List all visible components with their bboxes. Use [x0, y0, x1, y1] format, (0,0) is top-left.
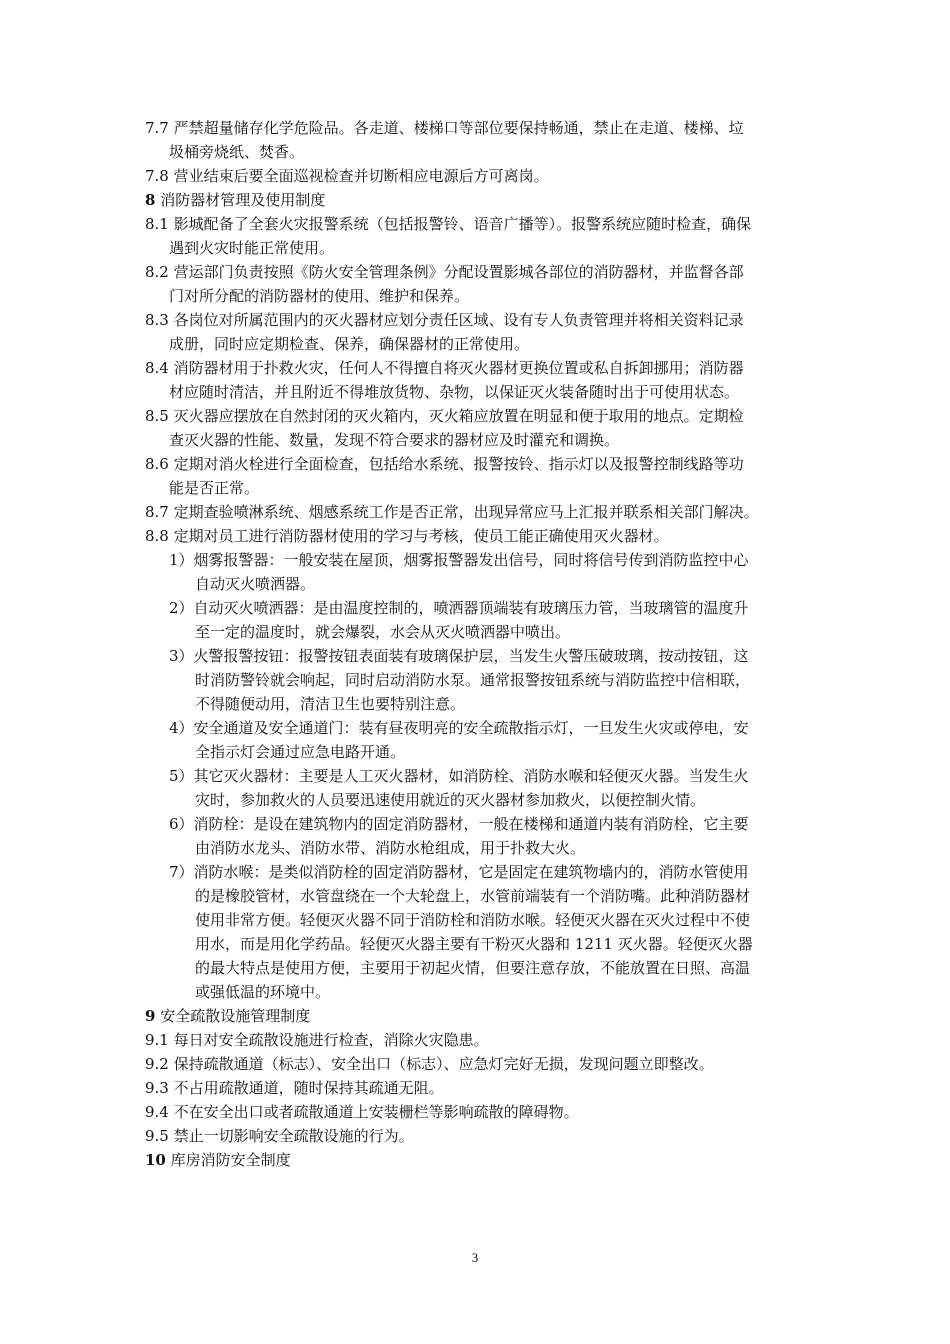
text-line: 8.2 营运部门负责按照《防火安全管理条例》分配设置影城各部位的消防器材，并监督各部 — [145, 263, 744, 281]
text-line: 至一定的温度时，就会爆裂，水会从灭火喷洒器中喷出。 — [195, 623, 571, 641]
text-line: 6）消防栓：是设在建筑物内的固定消防器材，一般在楼梯和通道内装有消防栓，它主要 — [169, 815, 749, 833]
sub-item — [145, 716, 810, 764]
text-line: 3）火警报警按钮：报警按钮表面装有玻璃保护层，当发生火警压破玻璃，按动按钮，这 — [169, 647, 749, 665]
sub-item — [145, 548, 810, 596]
text-line: 8.7 定期查验喷淋系统、烟感系统工作是否正常，出现异常应马上汇报并联系相关部门解决。 — [145, 503, 759, 521]
page-number: 3 — [471, 1250, 479, 1265]
clause — [145, 164, 810, 188]
text-line: 使用非常方便。轻便灭火器不同于消防栓和消防水喉。轻便灭火器在灭火过程中不使 — [195, 911, 751, 929]
clause — [145, 1052, 810, 1076]
text-line: 全指示灯会通过应急电路开通。 — [195, 743, 406, 761]
text-line: 7）消防水喉：是类似消防栓的固定消防器材，它是固定在建筑物墙内的，消防水管使用 — [169, 863, 749, 881]
clause — [145, 1124, 810, 1148]
clause — [145, 1028, 810, 1052]
clause — [145, 356, 810, 404]
text-line: 的是橡胶管材，水管盘绕在一个大轮盘上，水管前端装有一个消防嘴。此种消防器材 — [195, 887, 751, 905]
clause — [145, 500, 810, 524]
text-line: 成册，同时应定期检查、保养，确保器材的正常使用。 — [169, 335, 530, 353]
text-line: 或强低温的环境中。 — [195, 983, 331, 1001]
text-line: 8.3 各岗位对所属范围内的灭火器材应划分责任区域、设有专人负责管理并将相关资料记录 — [145, 311, 744, 329]
text-line: 不得随便动用，清洁卫生也要特别注意。 — [195, 695, 466, 713]
text-line: 8.8 定期对员工进行消防器材使用的学习与考核，使员工能正确使用灭火器材。 — [145, 527, 669, 545]
section-heading — [145, 188, 810, 212]
sub-item — [145, 812, 810, 860]
text-line: 2）自动灭火喷洒器：是由温度控制的，喷洒器顶端装有玻璃压力管，当玻璃管的温度升 — [169, 599, 749, 617]
clause — [145, 116, 810, 164]
text-line: 4）安全通道及安全通道门：装有昼夜明亮的安全疏散指示灯，一旦发生火灾或停电，安 — [169, 719, 749, 737]
section-heading — [145, 1004, 810, 1028]
section-number: 9 — [145, 1007, 156, 1025]
text-line: 8.5 灭火器应摆放在自然封闭的灭火箱内，灭火箱应放置在明显和便于取用的地点。定期检 — [145, 407, 744, 425]
text-line: 9.5 禁止一切影响安全疏散设施的行为。 — [145, 1127, 414, 1145]
text-line: 9.1 每日对安全疏散设施进行检查，消除火灾隐患。 — [145, 1031, 489, 1049]
text-line: 用水，而是用化学药品。轻便灭火器主要有干粉灭火器和 1211 灭火器。轻便灭火器 — [195, 935, 753, 953]
clause — [145, 1076, 810, 1100]
text-line: 灾时，参加救火的人员要迅速使用就近的灭火器材参加救火，以便控制火情。 — [195, 791, 706, 809]
text-line: 圾桶旁烧纸、焚香。 — [169, 143, 305, 161]
text-line: 1）烟雾报警器：一般安装在屋顶，烟雾报警器发出信号，同时将信号传到消防监控中心 — [169, 551, 749, 569]
text-line: 7.7 严禁超量储存化学危险品。各走道、楼梯口等部位要保持畅通，禁止在走道、楼梯、垃 — [145, 119, 744, 137]
section-title: 安全疏散设施管理制度 — [155, 1007, 311, 1025]
clause — [145, 308, 810, 356]
section-number: 10 — [145, 1151, 166, 1169]
text-line: 8.4 消防器材用于扑救火灾，任何人不得擅自将灭火器材更换位置或私自拆卸挪用；消防器 — [145, 359, 744, 377]
text-line: 门对所分配的消防器材的使用、维护和保养。 — [169, 287, 470, 305]
section-title: 消防器材管理及使用制度 — [155, 191, 326, 209]
text-line: 9.4 不在安全出口或者疏散通道上安装栅栏等影响疏散的障碍物。 — [145, 1103, 579, 1121]
text-line: 9.3 不占用疏散通道，随时保持其疏通无阻。 — [145, 1079, 444, 1097]
text-line: 查灭火器的性能、数量，发现不符合要求的器材应及时灌充和调换。 — [169, 431, 620, 449]
section-title: 库房消防安全制度 — [165, 1151, 291, 1169]
text-line: 时消防警铃就会响起，同时启动消防水泵。通常报警按钮系统与消防监控中信相联， — [195, 671, 751, 689]
clause — [145, 212, 810, 260]
section-heading — [145, 1148, 810, 1172]
section-number: 8 — [145, 191, 156, 209]
clause — [145, 524, 810, 548]
clause — [145, 452, 810, 500]
text-line: 5）其它灭火器材：主要是人工灭火器材，如消防栓、消防水喉和轻便灭火器。当发生火 — [169, 767, 749, 785]
sub-item — [145, 644, 810, 716]
clause — [145, 260, 810, 308]
text-line: 9.2 保持疏散通道（标志）、安全出口（标志）、应急灯完好无损，发现问题立即整改。 — [145, 1055, 714, 1073]
text-line: 的最大特点是使用方便，主要用于初起火情，但要注意存放，不能放置在日照、高温 — [195, 959, 751, 977]
text-line: 由消防水龙头、消防水带、消防水枪组成，用于扑救大火。 — [195, 839, 586, 857]
text-line: 材应随时清洁，并且附近不得堆放货物、杂物，以保证灭火装备随时出于可使用状态。 — [169, 383, 740, 401]
text-line: 遇到火灾时能正常使用。 — [169, 239, 335, 257]
document-body — [145, 116, 810, 1172]
text-line: 8.6 定期对消火栓进行全面检查，包括给水系统、报警按铃、指示灯以及报警控制线路等功 — [145, 455, 744, 473]
text-line: 8.1 影城配备了全套火灾报警系统（包括报警铃、语音广播等）。报警系统应随时检查，确保 — [145, 215, 752, 233]
text-line: 7.8 营业结束后要全面巡视检查并切断相应电源后方可离岗。 — [145, 167, 549, 185]
sub-item — [145, 860, 810, 1004]
text-line: 自动灭火喷洒器。 — [195, 575, 316, 593]
sub-item — [145, 596, 810, 644]
clause — [145, 404, 810, 452]
sub-item — [145, 764, 810, 812]
clause — [145, 1100, 810, 1124]
text-line: 能是否正常。 — [169, 479, 260, 497]
